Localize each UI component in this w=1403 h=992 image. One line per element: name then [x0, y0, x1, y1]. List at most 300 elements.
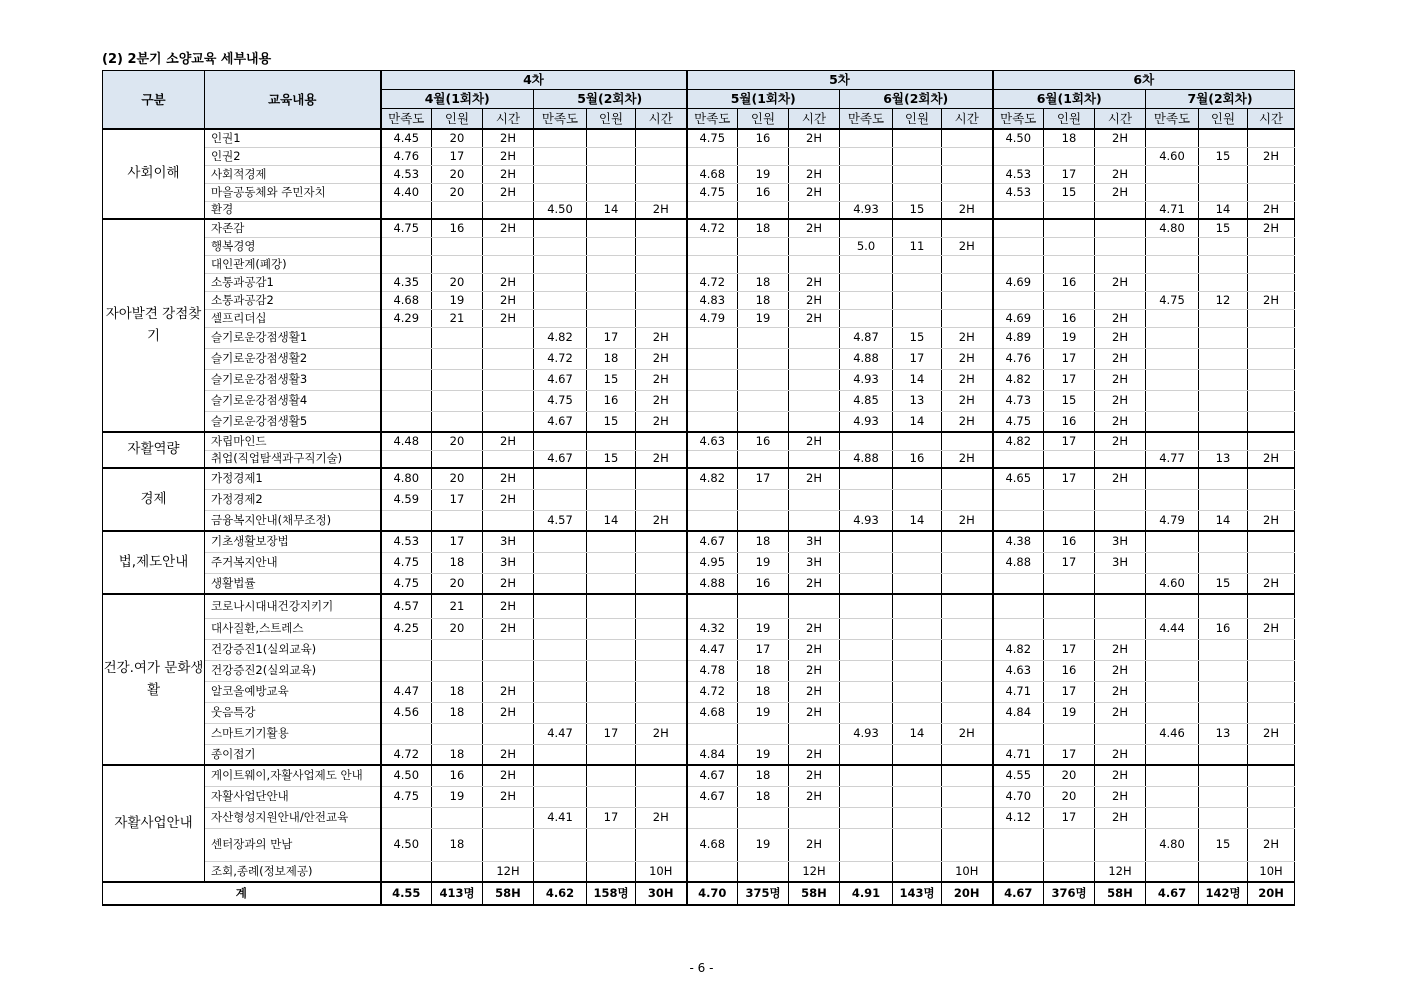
- value-cell: 2H: [1095, 702, 1146, 723]
- value-cell: [993, 594, 1044, 618]
- value-cell: 4.72: [687, 273, 738, 291]
- value-cell: 15: [893, 327, 942, 348]
- total-cell: 4.67: [1146, 882, 1199, 905]
- value-cell: [483, 237, 534, 255]
- value-cell: 4.48: [381, 432, 432, 450]
- table-row: [103, 273, 1295, 291]
- value-cell: [1199, 594, 1248, 618]
- value-cell: [789, 510, 840, 531]
- value-cell: [687, 369, 738, 390]
- value-cell: 4.76: [381, 147, 432, 165]
- value-cell: [1044, 201, 1095, 219]
- value-cell: 14: [893, 723, 942, 744]
- value-cell: 18: [432, 681, 483, 702]
- value-cell: [893, 786, 942, 807]
- value-cell: [483, 807, 534, 828]
- value-cell: [483, 411, 534, 432]
- table-row: [103, 327, 1295, 348]
- value-cell: 4.56: [381, 702, 432, 723]
- value-cell: 2H: [942, 510, 993, 531]
- table-row: [103, 744, 1295, 765]
- value-cell: 4.93: [840, 510, 893, 531]
- value-cell: [1146, 552, 1199, 573]
- value-cell: [483, 327, 534, 348]
- value-cell: 19: [432, 786, 483, 807]
- value-cell: 2H: [1095, 468, 1146, 489]
- value-cell: [840, 273, 893, 291]
- value-cell: [483, 390, 534, 411]
- value-cell: [942, 765, 993, 786]
- value-cell: 2H: [789, 744, 840, 765]
- value-cell: [789, 255, 840, 273]
- value-cell: 17: [1044, 552, 1095, 573]
- course-name: 행복경영: [205, 237, 381, 255]
- value-cell: [942, 660, 993, 681]
- value-cell: 4.53: [993, 183, 1044, 201]
- value-cell: [636, 183, 687, 201]
- header-round-4: 4차: [381, 71, 687, 90]
- value-cell: 18: [738, 660, 789, 681]
- header-metric: 시간: [1248, 109, 1295, 130]
- course-name: 자산형성지원안내/안전교육: [205, 807, 381, 828]
- value-cell: [687, 807, 738, 828]
- table-row: [103, 309, 1295, 327]
- header-round-6: 6차: [993, 71, 1295, 90]
- value-cell: [1199, 165, 1248, 183]
- value-cell: [381, 807, 432, 828]
- value-cell: [636, 309, 687, 327]
- value-cell: [840, 681, 893, 702]
- value-cell: 2H: [789, 183, 840, 201]
- value-cell: 4.50: [534, 201, 587, 219]
- value-cell: 2H: [1095, 639, 1146, 660]
- value-cell: [636, 531, 687, 552]
- value-cell: [1146, 594, 1199, 618]
- value-cell: 2H: [942, 348, 993, 369]
- value-cell: 20: [432, 165, 483, 183]
- value-cell: 19: [1044, 327, 1095, 348]
- table-row: [103, 432, 1295, 450]
- value-cell: [738, 723, 789, 744]
- value-cell: [993, 147, 1044, 165]
- value-cell: 3H: [789, 552, 840, 573]
- value-cell: 17: [738, 468, 789, 489]
- value-cell: [942, 273, 993, 291]
- value-cell: [1095, 573, 1146, 594]
- value-cell: [1044, 573, 1095, 594]
- value-cell: [687, 390, 738, 411]
- value-cell: [1248, 765, 1295, 786]
- value-cell: 14: [587, 201, 636, 219]
- value-cell: [1044, 489, 1095, 510]
- value-cell: 2H: [483, 594, 534, 618]
- value-cell: [432, 348, 483, 369]
- value-cell: [587, 594, 636, 618]
- value-cell: [534, 681, 587, 702]
- value-cell: [840, 552, 893, 573]
- value-cell: [993, 723, 1044, 744]
- value-cell: [1248, 744, 1295, 765]
- course-name: 사회적경제: [205, 165, 381, 183]
- value-cell: 4.82: [534, 327, 587, 348]
- value-cell: 4.88: [687, 573, 738, 594]
- table-row: [103, 552, 1295, 573]
- value-cell: [381, 255, 432, 273]
- value-cell: [789, 807, 840, 828]
- value-cell: [1199, 786, 1248, 807]
- total-cell: 58H: [483, 882, 534, 905]
- value-cell: 2H: [483, 129, 534, 147]
- course-name: 대인관계(폐강): [205, 255, 381, 273]
- value-cell: 2H: [1095, 786, 1146, 807]
- value-cell: 20: [432, 183, 483, 201]
- value-cell: 4.71: [993, 744, 1044, 765]
- value-cell: 16: [1044, 660, 1095, 681]
- value-cell: [534, 765, 587, 786]
- value-cell: 2H: [483, 147, 534, 165]
- value-cell: 13: [893, 390, 942, 411]
- value-cell: [840, 255, 893, 273]
- course-name: 슬기로운강점생활5: [205, 411, 381, 432]
- value-cell: [789, 201, 840, 219]
- value-cell: [993, 219, 1044, 237]
- value-cell: [1044, 219, 1095, 237]
- value-cell: [1095, 510, 1146, 531]
- value-cell: 2H: [942, 411, 993, 432]
- value-cell: [381, 348, 432, 369]
- value-cell: [534, 660, 587, 681]
- value-cell: 14: [587, 510, 636, 531]
- value-cell: 4.72: [687, 681, 738, 702]
- value-cell: 4.82: [993, 639, 1044, 660]
- value-cell: [738, 327, 789, 348]
- course-name: 취업(직업탐색과구직기술): [205, 450, 381, 468]
- value-cell: 4.38: [993, 531, 1044, 552]
- value-cell: [1199, 681, 1248, 702]
- value-cell: [381, 861, 432, 882]
- value-cell: [432, 390, 483, 411]
- value-cell: 2H: [789, 702, 840, 723]
- value-cell: [636, 639, 687, 660]
- value-cell: 2H: [1095, 411, 1146, 432]
- value-cell: [587, 255, 636, 273]
- value-cell: 4.76: [993, 348, 1044, 369]
- table-row: [103, 681, 1295, 702]
- value-cell: [687, 510, 738, 531]
- value-cell: 16: [738, 129, 789, 147]
- course-name: 자활사업단안내: [205, 786, 381, 807]
- value-cell: 16: [1199, 618, 1248, 639]
- value-cell: 15: [893, 201, 942, 219]
- value-cell: [534, 489, 587, 510]
- value-cell: 17: [1044, 468, 1095, 489]
- value-cell: 17: [587, 807, 636, 828]
- value-cell: 4.29: [381, 309, 432, 327]
- value-cell: 18: [738, 681, 789, 702]
- value-cell: 4.68: [687, 702, 738, 723]
- value-cell: [893, 129, 942, 147]
- value-cell: 19: [1044, 702, 1095, 723]
- value-cell: 4.41: [534, 807, 587, 828]
- value-cell: 2H: [483, 573, 534, 594]
- course-name: 기초생활보장법: [205, 531, 381, 552]
- value-cell: [534, 702, 587, 723]
- value-cell: 2H: [483, 165, 534, 183]
- value-cell: 2H: [789, 165, 840, 183]
- value-cell: [993, 291, 1044, 309]
- value-cell: [587, 468, 636, 489]
- value-cell: [534, 237, 587, 255]
- value-cell: [993, 828, 1044, 861]
- header-metric: 인원: [1044, 109, 1095, 130]
- value-cell: [1146, 681, 1199, 702]
- course-name: 웃음특강: [205, 702, 381, 723]
- value-cell: 4.70: [993, 786, 1044, 807]
- value-cell: 19: [738, 165, 789, 183]
- value-cell: 2H: [1095, 390, 1146, 411]
- value-cell: 17: [1044, 165, 1095, 183]
- value-cell: [1199, 129, 1248, 147]
- value-cell: [534, 273, 587, 291]
- value-cell: 2H: [483, 291, 534, 309]
- value-cell: [840, 147, 893, 165]
- value-cell: [840, 291, 893, 309]
- value-cell: [893, 552, 942, 573]
- value-cell: 17: [432, 489, 483, 510]
- value-cell: [432, 723, 483, 744]
- header-metric: 시간: [789, 109, 840, 130]
- value-cell: [636, 129, 687, 147]
- value-cell: [483, 723, 534, 744]
- value-cell: 17: [587, 723, 636, 744]
- value-cell: [1044, 618, 1095, 639]
- value-cell: 4.25: [381, 618, 432, 639]
- value-cell: [636, 594, 687, 618]
- value-cell: 2H: [789, 618, 840, 639]
- value-cell: [1199, 468, 1248, 489]
- total-cell: 375명: [738, 882, 789, 905]
- value-cell: [1248, 411, 1295, 432]
- value-cell: [1248, 129, 1295, 147]
- value-cell: 16: [893, 450, 942, 468]
- value-cell: [789, 450, 840, 468]
- value-cell: 14: [893, 369, 942, 390]
- value-cell: [789, 411, 840, 432]
- category-cell: 자활역량: [103, 432, 205, 468]
- value-cell: [942, 531, 993, 552]
- total-cell: 376명: [1044, 882, 1095, 905]
- value-cell: 19: [738, 702, 789, 723]
- value-cell: [942, 129, 993, 147]
- value-cell: 2H: [1095, 432, 1146, 450]
- value-cell: 4.50: [381, 765, 432, 786]
- value-cell: [1146, 390, 1199, 411]
- category-cell: 사회이해: [103, 129, 205, 219]
- value-cell: [636, 702, 687, 723]
- value-cell: [587, 489, 636, 510]
- value-cell: [942, 165, 993, 183]
- value-cell: 20: [432, 618, 483, 639]
- value-cell: 4.82: [993, 369, 1044, 390]
- course-name: 생활법률: [205, 573, 381, 594]
- value-cell: [942, 573, 993, 594]
- value-cell: 2H: [483, 183, 534, 201]
- value-cell: [893, 219, 942, 237]
- value-cell: [738, 237, 789, 255]
- value-cell: 2H: [1095, 183, 1146, 201]
- value-cell: 4.67: [687, 765, 738, 786]
- table-row: [103, 411, 1295, 432]
- value-cell: 4.80: [1146, 219, 1199, 237]
- value-cell: 2H: [636, 510, 687, 531]
- value-cell: [1248, 468, 1295, 489]
- value-cell: 15: [1199, 147, 1248, 165]
- table-row: [103, 129, 1295, 147]
- value-cell: [840, 765, 893, 786]
- course-name: 환경: [205, 201, 381, 219]
- table-row: [103, 369, 1295, 390]
- value-cell: 4.80: [381, 468, 432, 489]
- value-cell: 4.68: [687, 165, 738, 183]
- category-cell: 건강.여가 문화생활: [103, 594, 205, 765]
- header-metric: 인원: [587, 109, 636, 130]
- value-cell: 2H: [1248, 828, 1295, 861]
- value-cell: [587, 618, 636, 639]
- value-cell: [893, 702, 942, 723]
- header-metric: 인원: [893, 109, 942, 130]
- value-cell: 2H: [789, 129, 840, 147]
- value-cell: [840, 618, 893, 639]
- value-cell: [738, 411, 789, 432]
- value-cell: [636, 291, 687, 309]
- value-cell: 2H: [483, 309, 534, 327]
- value-cell: 5.0: [840, 237, 893, 255]
- value-cell: [432, 411, 483, 432]
- course-name: 종이접기: [205, 744, 381, 765]
- value-cell: [587, 552, 636, 573]
- course-name: 슬기로운강점생활2: [205, 348, 381, 369]
- value-cell: 19: [432, 291, 483, 309]
- value-cell: [534, 432, 587, 450]
- value-cell: [636, 255, 687, 273]
- value-cell: 2H: [942, 327, 993, 348]
- value-cell: [1044, 291, 1095, 309]
- value-cell: [840, 489, 893, 510]
- value-cell: [1146, 327, 1199, 348]
- value-cell: [687, 489, 738, 510]
- table-row: [103, 489, 1295, 510]
- value-cell: 2H: [789, 573, 840, 594]
- value-cell: [1044, 450, 1095, 468]
- value-cell: 17: [1044, 639, 1095, 660]
- value-cell: [432, 861, 483, 882]
- header-session: 4월(1회차): [381, 90, 534, 109]
- value-cell: [587, 828, 636, 861]
- value-cell: [893, 681, 942, 702]
- value-cell: [636, 765, 687, 786]
- value-cell: [893, 861, 942, 882]
- value-cell: [789, 369, 840, 390]
- course-name: 마을공동체와 주민자치: [205, 183, 381, 201]
- value-cell: 4.71: [993, 681, 1044, 702]
- course-name: 게이트웨이,자활사업제도 안내: [205, 765, 381, 786]
- value-cell: [942, 468, 993, 489]
- value-cell: [381, 660, 432, 681]
- value-cell: 4.65: [993, 468, 1044, 489]
- value-cell: [1146, 165, 1199, 183]
- value-cell: [1248, 681, 1295, 702]
- value-cell: [687, 348, 738, 369]
- value-cell: [738, 510, 789, 531]
- value-cell: 2H: [1095, 165, 1146, 183]
- value-cell: [840, 432, 893, 450]
- value-cell: [381, 450, 432, 468]
- value-cell: [942, 681, 993, 702]
- value-cell: [432, 255, 483, 273]
- course-name: 소통과공감2: [205, 291, 381, 309]
- value-cell: [789, 594, 840, 618]
- value-cell: [1146, 183, 1199, 201]
- value-cell: 17: [893, 348, 942, 369]
- value-cell: [534, 639, 587, 660]
- value-cell: [381, 327, 432, 348]
- value-cell: 4.67: [687, 531, 738, 552]
- value-cell: 4.88: [840, 348, 893, 369]
- value-cell: [687, 861, 738, 882]
- course-name: 주거복지안내: [205, 552, 381, 573]
- value-cell: [738, 594, 789, 618]
- total-label: 계: [103, 882, 381, 905]
- table-row: [103, 639, 1295, 660]
- value-cell: 4.63: [687, 432, 738, 450]
- value-cell: 2H: [789, 273, 840, 291]
- value-cell: [687, 255, 738, 273]
- value-cell: [687, 147, 738, 165]
- value-cell: [942, 807, 993, 828]
- value-cell: [893, 147, 942, 165]
- total-cell: 58H: [789, 882, 840, 905]
- value-cell: [636, 786, 687, 807]
- value-cell: [942, 744, 993, 765]
- value-cell: [587, 639, 636, 660]
- value-cell: [1095, 489, 1146, 510]
- total-cell: 20H: [1248, 882, 1295, 905]
- total-cell: 4.62: [534, 882, 587, 905]
- value-cell: 2H: [942, 390, 993, 411]
- value-cell: [432, 660, 483, 681]
- value-cell: [687, 201, 738, 219]
- value-cell: 4.47: [534, 723, 587, 744]
- value-cell: [381, 369, 432, 390]
- value-cell: 4.35: [381, 273, 432, 291]
- total-row: [103, 882, 1295, 905]
- category-cell: 자아발견 강점찾기: [103, 219, 205, 432]
- total-cell: 4.55: [381, 882, 432, 905]
- value-cell: [738, 348, 789, 369]
- value-cell: [893, 828, 942, 861]
- value-cell: 14: [893, 510, 942, 531]
- value-cell: 2H: [483, 432, 534, 450]
- table-row: [103, 723, 1295, 744]
- value-cell: [840, 573, 893, 594]
- value-cell: 4.71: [1146, 201, 1199, 219]
- value-cell: [1199, 489, 1248, 510]
- header-session: 5월(2회차): [534, 90, 687, 109]
- value-cell: [534, 594, 587, 618]
- value-cell: [483, 450, 534, 468]
- value-cell: 4.53: [381, 531, 432, 552]
- value-cell: 2H: [789, 468, 840, 489]
